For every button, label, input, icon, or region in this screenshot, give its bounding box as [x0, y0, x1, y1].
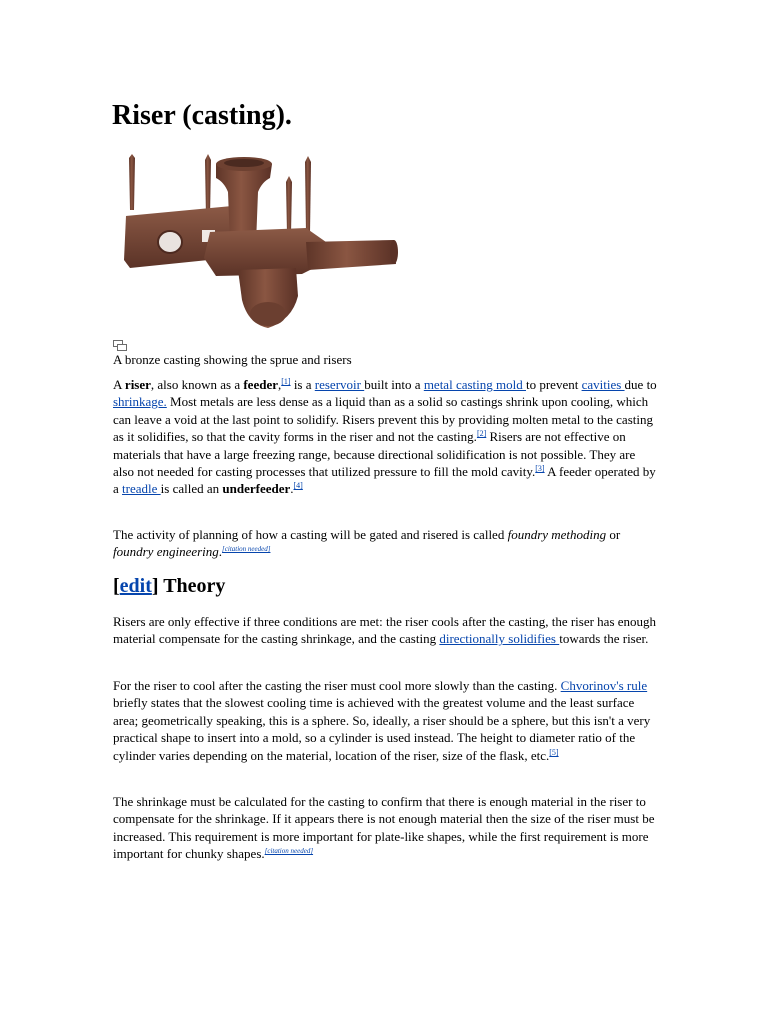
- text: to prevent: [525, 377, 582, 392]
- bronze-casting-image[interactable]: [112, 148, 402, 338]
- treadle-link[interactable]: treadle: [122, 481, 161, 497]
- page-title: Riser (casting).: [112, 100, 292, 131]
- section-heading-theory: [113, 573, 225, 599]
- text: A feeder operated by a: [113, 464, 656, 497]
- reference-5-link[interactable]: [5]: [549, 747, 559, 757]
- reference-3-link[interactable]: [3]: [535, 464, 545, 474]
- text: Risers are not effective on materials that have a large freezing range, because directional solidification is not possible. They are also not needed for casting processes that utilized pressure to fill the mold cavity.: [113, 429, 636, 480]
- casting-illustration: [112, 148, 402, 338]
- foundry-engineering-term: foundry engineering: [113, 544, 219, 560]
- reference-1-link[interactable]: [1]: [281, 377, 291, 386]
- bracket-close: ]: [151, 575, 159, 597]
- theory-paragraph-2: [113, 677, 658, 764]
- metal-casting-mold-link[interactable]: metal casting mold: [423, 377, 526, 392]
- methoding-paragraph: [113, 526, 658, 561]
- text: or: [606, 527, 621, 542]
- theory-paragraph-3: [113, 793, 658, 863]
- directionally-solidifies-link[interactable]: directionally solidifies: [439, 631, 560, 647]
- reference-4-link[interactable]: [4]: [293, 481, 303, 491]
- text: briefly states that the slowest cooling time is achieved with the greatest volume and the least surface area; geometrically speaking, this is a sphere. So, ideally, a riser should be a sphere, but this isn't a very practical shape to insert into a mold, so a cylinder is used instead. The height to diameter ratio of the cylinder varies depending on the material, location of the riser, size of the flask, etc.: [113, 695, 651, 763]
- text: The shrinkage must be calculated for the casting to confirm that there is enough material in the riser to compensate for the shrinkage. If it appears there is not enough material then the size of the riser must be increased. This requirement is more important for plate-like shapes, while the first requirement is more important for chunky shapes.: [113, 794, 655, 862]
- foundry-methoding-term: foundry methoding: [507, 527, 607, 542]
- text: built into a: [364, 377, 424, 392]
- shrinkage-link[interactable]: shrinkage.: [113, 394, 167, 410]
- text: A: [113, 377, 125, 392]
- bracket-open: [: [113, 575, 120, 597]
- text: is a: [290, 377, 315, 392]
- theory-paragraph-1: [113, 613, 658, 648]
- underfeeder-term: underfeeder: [222, 481, 291, 497]
- text: is called an: [160, 481, 223, 497]
- figure-caption: A bronze casting showing the sprue and risers: [113, 352, 352, 367]
- text: Risers are only effective if three conditions are met: the riser cools after the casting, the riser has enough material compensate for the casting shrinkage, and the casting: [113, 614, 657, 647]
- text: , also known as a: [150, 377, 244, 392]
- citation-needed-link[interactable]: [citation needed]: [222, 545, 271, 554]
- text: The activity of planning of how a casting will be gated and risered is called: [113, 527, 508, 542]
- reservoir-link[interactable]: reservoir: [314, 377, 365, 392]
- feeder-term: feeder: [243, 377, 278, 392]
- edit-section-link[interactable]: edit: [119, 575, 152, 597]
- text: due to: [624, 377, 657, 392]
- text: .: [218, 544, 223, 560]
- text: For the riser to cool after the casting the riser must cool more slowly than the casting.: [113, 678, 561, 693]
- text: towards the riser.: [559, 631, 649, 647]
- citation-needed-link-2[interactable]: [citation needed]: [264, 847, 314, 856]
- chvorinovs-rule-link[interactable]: Chvorinov's rule: [560, 678, 648, 693]
- text: Most metals are less dense as a liquid than as a solid so castings shrink upon cooling, which can leave a void at the last point to solidify. Risers prevent this by providing molten metal to the casting as it solidifies, so that the cavity forms in the riser and not the casting.: [113, 394, 653, 445]
- reference-2-link[interactable]: [2]: [476, 429, 487, 439]
- text: .: [290, 481, 294, 497]
- cavities-link[interactable]: cavities: [581, 377, 625, 392]
- text: ,: [277, 377, 282, 392]
- intro-paragraph: [113, 376, 658, 498]
- section-title: Theory: [158, 575, 226, 597]
- enlarge-icon[interactable]: [113, 340, 127, 351]
- riser-term: riser: [124, 377, 151, 392]
